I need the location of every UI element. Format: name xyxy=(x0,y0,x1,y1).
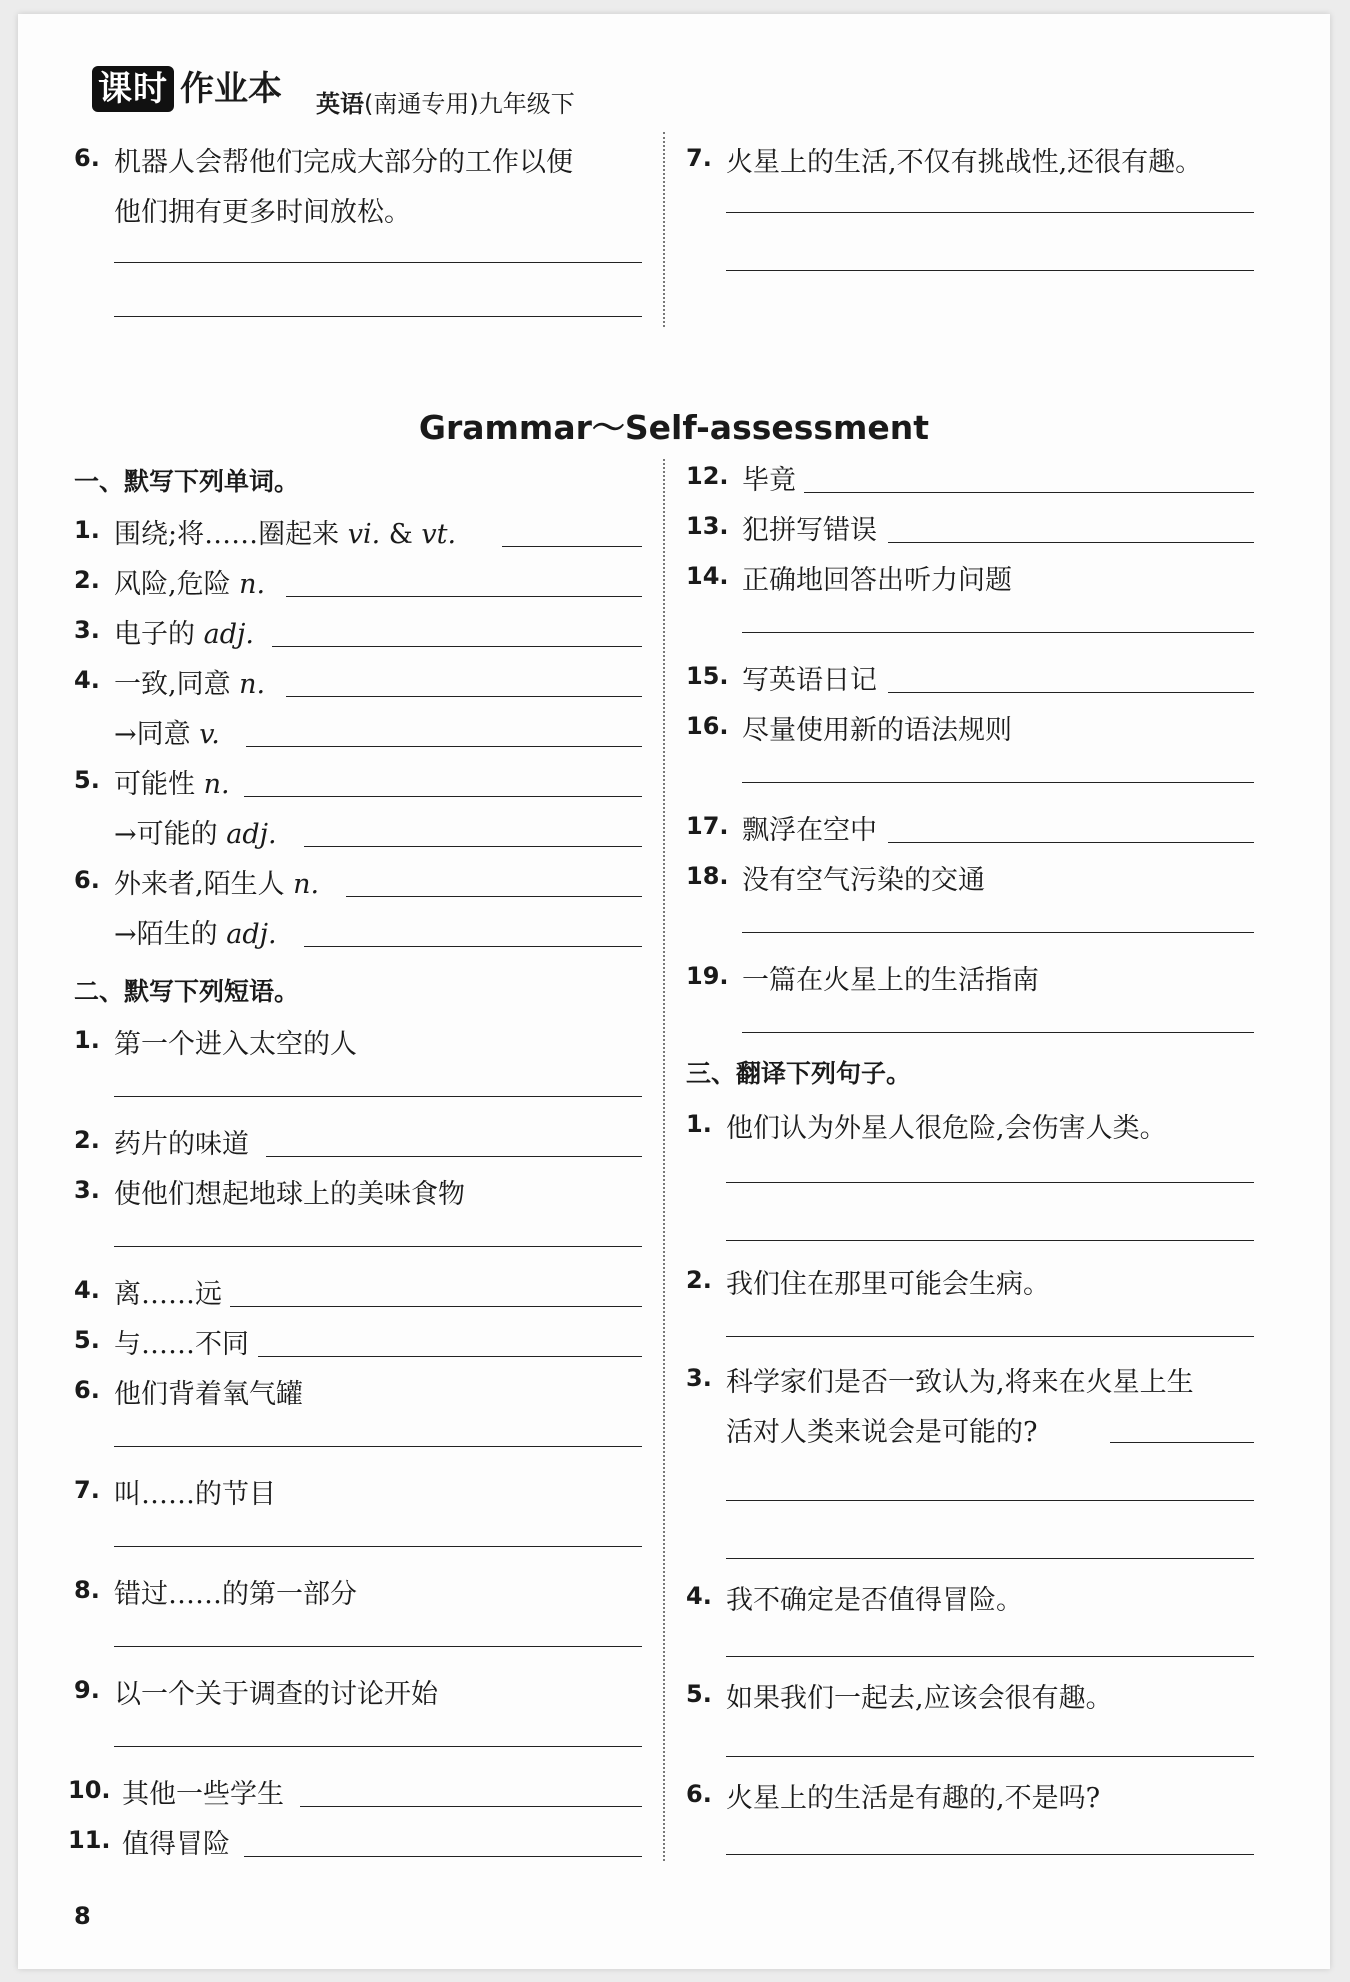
p1-item-number: 2. xyxy=(74,566,100,594)
p1-item-number: 1. xyxy=(74,516,100,544)
answer-line[interactable] xyxy=(258,1356,642,1357)
p1-item-text: →陌生的 adj. xyxy=(114,919,277,950)
p2-item-number: 1. xyxy=(74,1026,100,1054)
column-divider xyxy=(663,459,665,1861)
part2-heading: 二、默写下列短语。 xyxy=(74,977,300,1006)
p2-item-number: 7. xyxy=(74,1476,100,1504)
book-subtitle xyxy=(316,84,575,119)
p2-item-number: 3. xyxy=(74,1176,100,1204)
answer-line[interactable] xyxy=(742,1032,1254,1033)
p1-item-text: 一致,同意 n. xyxy=(114,669,266,700)
logo-text: 作业本 xyxy=(180,69,282,109)
q6-text-line2: 他们拥有更多时间放松。 xyxy=(114,197,411,228)
answer-line[interactable] xyxy=(726,1182,1254,1183)
q7-number: 7. xyxy=(686,144,712,172)
answer-line[interactable] xyxy=(726,1240,1254,1241)
p2-item-number: 6. xyxy=(74,1376,100,1404)
answer-line[interactable] xyxy=(742,782,1254,783)
p2-item-text: 犯拼写错误 xyxy=(742,515,877,546)
p1-item-number: 4. xyxy=(74,666,100,694)
p1-item-text: 外来者,陌生人 n. xyxy=(114,869,320,900)
p2-item-text: 药片的味道 xyxy=(114,1129,249,1160)
answer-line[interactable] xyxy=(742,632,1254,633)
answer-line[interactable] xyxy=(304,846,642,847)
p2-item-text: 离……远 xyxy=(114,1279,222,1310)
p2-item-number: 12. xyxy=(686,462,729,490)
p2-item-text: 尽量使用新的语法规则 xyxy=(742,715,1012,746)
p1-item-text: →可能的 adj. xyxy=(114,819,277,850)
p2-item-number: 18. xyxy=(686,862,729,890)
p3-item-text: 我们住在那里可能会生病。 xyxy=(726,1269,1050,1300)
answer-line[interactable] xyxy=(726,1500,1254,1501)
answer-line[interactable] xyxy=(888,542,1254,543)
answer-line[interactable] xyxy=(888,842,1254,843)
p2-item-text: 一篇在火星上的生活指南 xyxy=(742,965,1039,996)
p1-item-text: 电子的 adj. xyxy=(114,619,254,650)
p3-item-number: 4. xyxy=(686,1582,712,1610)
p2-item-number: 5. xyxy=(74,1326,100,1354)
answer-line[interactable] xyxy=(114,262,642,263)
p1-item-number: 6. xyxy=(74,866,100,894)
answer-line[interactable] xyxy=(114,1646,642,1647)
p3-item-text: 他们认为外星人很危险,会伤害人类。 xyxy=(726,1113,1167,1144)
p2-item-number: 17. xyxy=(686,812,729,840)
p3-item-number: 2. xyxy=(686,1266,712,1294)
p2-item-text: 与……不同 xyxy=(114,1329,249,1360)
p2-item-number: 11. xyxy=(68,1826,111,1854)
p2-item-number: 10. xyxy=(68,1776,111,1804)
answer-line[interactable] xyxy=(114,1746,642,1747)
q7-text: 火星上的生活,不仅有挑战性,还很有趣。 xyxy=(726,147,1203,178)
subject-label: 英语 xyxy=(316,90,364,118)
p2-item-number: 15. xyxy=(686,662,729,690)
answer-line[interactable] xyxy=(246,746,642,747)
answer-line[interactable] xyxy=(726,270,1254,271)
p3-item-text-line1: 科学家们是否一致认为,将来在火星上生 xyxy=(726,1367,1194,1398)
p2-item-number: 4. xyxy=(74,1276,100,1304)
p2-item-text: 他们背着氧气罐 xyxy=(114,1379,303,1410)
logo-badge: 课时 xyxy=(92,66,174,112)
p3-item-number: 5. xyxy=(686,1680,712,1708)
p2-item-number: 9. xyxy=(74,1676,100,1704)
answer-line[interactable] xyxy=(286,596,642,597)
worksheet-page xyxy=(18,14,1330,1969)
answer-line[interactable] xyxy=(726,212,1254,213)
answer-line[interactable] xyxy=(502,546,642,547)
answer-line[interactable] xyxy=(244,1856,642,1857)
answer-line[interactable] xyxy=(114,1246,642,1247)
p2-item-text: 毕竟 xyxy=(742,465,796,496)
p2-item-text: 其他一些学生 xyxy=(122,1779,284,1810)
answer-line[interactable] xyxy=(726,1558,1254,1559)
edition-label: (南通专用)九年级下 xyxy=(364,90,575,118)
p1-item-text: →同意 v. xyxy=(114,719,220,750)
p3-item-number: 3. xyxy=(686,1364,712,1392)
page-number: 8 xyxy=(74,1902,91,1930)
section-title: Grammar～Self-assessment xyxy=(418,408,930,447)
q6-number: 6. xyxy=(74,144,100,172)
p1-item-text: 风险,危险 n. xyxy=(114,569,266,600)
p1-item-number: 5. xyxy=(74,766,100,794)
p2-item-text: 正确地回答出听力问题 xyxy=(742,565,1012,596)
answer-line[interactable] xyxy=(726,1656,1254,1657)
p3-item-text-line2: 活对人类来说会是可能的? xyxy=(726,1417,1038,1448)
p2-item-number: 16. xyxy=(686,712,729,740)
p2-item-text: 错过……的第一部分 xyxy=(114,1579,357,1610)
p1-item-number: 3. xyxy=(74,616,100,644)
p2-item-text: 没有空气污染的交通 xyxy=(742,865,985,896)
answer-line[interactable] xyxy=(114,1096,642,1097)
p3-item-text: 火星上的生活是有趣的,不是吗? xyxy=(726,1783,1101,1814)
answer-line[interactable] xyxy=(304,946,642,947)
answer-line[interactable] xyxy=(1110,1442,1254,1443)
column-divider xyxy=(663,132,665,327)
p1-item-text: 围绕;将……圈起来 vi. & vt. xyxy=(114,519,457,550)
p3-item-number: 6. xyxy=(686,1780,712,1808)
answer-line[interactable] xyxy=(804,492,1254,493)
p2-item-number: 8. xyxy=(74,1576,100,1604)
answer-line[interactable] xyxy=(726,1336,1254,1337)
answer-line[interactable] xyxy=(726,1756,1254,1757)
p2-item-text: 写英语日记 xyxy=(742,665,877,696)
p2-item-number: 13. xyxy=(686,512,729,540)
brand-logo xyxy=(92,66,282,112)
answer-line[interactable] xyxy=(266,1156,642,1157)
answer-line[interactable] xyxy=(230,1306,642,1307)
p3-item-text: 我不确定是否值得冒险。 xyxy=(726,1585,1023,1616)
p1-item-text: 可能性 n. xyxy=(114,769,230,800)
answer-line[interactable] xyxy=(244,796,642,797)
p2-item-text: 飘浮在空中 xyxy=(742,815,877,846)
p2-item-text: 叫……的节目 xyxy=(114,1479,276,1510)
answer-line[interactable] xyxy=(742,932,1254,933)
answer-line[interactable] xyxy=(114,1446,642,1447)
answer-line[interactable] xyxy=(300,1806,642,1807)
p2-item-text: 值得冒险 xyxy=(122,1829,230,1860)
answer-line[interactable] xyxy=(286,696,642,697)
p2-item-text: 第一个进入太空的人 xyxy=(114,1029,357,1060)
p2-item-text: 使他们想起地球上的美味食物 xyxy=(114,1179,465,1210)
answer-line[interactable] xyxy=(726,1854,1254,1855)
q6-text-line1: 机器人会帮他们完成大部分的工作以便 xyxy=(114,147,573,178)
answer-line[interactable] xyxy=(272,646,642,647)
p2-item-number: 14. xyxy=(686,562,729,590)
p2-item-number: 2. xyxy=(74,1126,100,1154)
p2-item-text: 以一个关于调查的讨论开始 xyxy=(114,1679,438,1710)
answer-line[interactable] xyxy=(888,692,1254,693)
p3-item-text: 如果我们一起去,应该会很有趣。 xyxy=(726,1683,1113,1714)
part1-heading: 一、默写下列单词。 xyxy=(74,467,300,496)
part3-heading: 三、翻译下列句子。 xyxy=(686,1059,912,1088)
answer-line[interactable] xyxy=(114,1546,642,1547)
p2-item-number: 19. xyxy=(686,962,729,990)
p3-item-number: 1. xyxy=(686,1110,712,1138)
answer-line[interactable] xyxy=(114,316,642,317)
answer-line[interactable] xyxy=(346,896,642,897)
